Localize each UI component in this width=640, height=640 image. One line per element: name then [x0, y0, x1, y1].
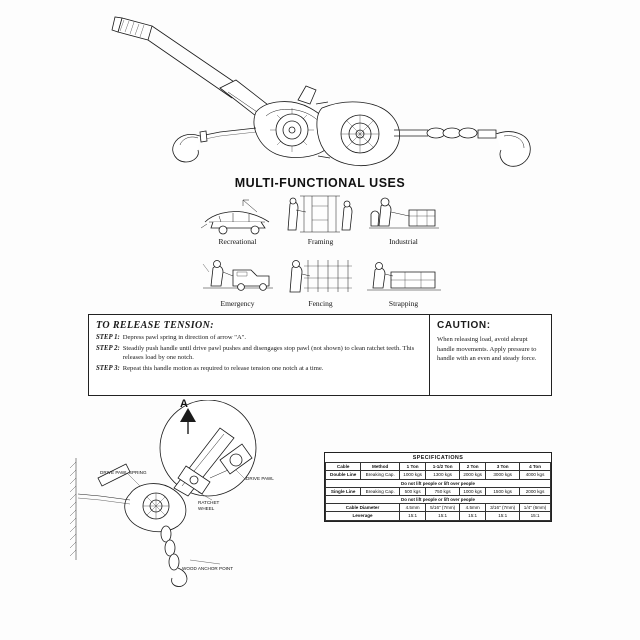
use-item-emergency [196, 254, 279, 308]
spec-col-2ton: 2 Ton [460, 463, 486, 471]
spec-value: 4.5mm [400, 504, 426, 512]
table-row [326, 471, 551, 479]
spec-col-method: Method [361, 463, 400, 471]
label-ratchet: RATCHET [198, 500, 220, 505]
vehicle-recovery-icon [199, 254, 277, 298]
table-row [326, 487, 551, 495]
spec-value: 750 kgs [426, 487, 460, 495]
spec-value: 2000 kgs [520, 487, 551, 495]
use-label: Recreational [218, 237, 257, 246]
spec-note: Do not lift people or lift over people [326, 496, 551, 504]
step-text: Depress pawl spring in direction of arrow "A". [122, 334, 247, 341]
release-tension-title: TO RELEASE TENSION: [96, 320, 214, 331]
industrial-pull-icon [365, 192, 443, 236]
come-along-tool-illustration [60, 4, 580, 174]
spec-value: 5/16" (7mm) [426, 504, 460, 512]
spec-value: 15:1 [460, 512, 486, 520]
boat-trailer-icon [199, 192, 277, 236]
fence-icon [282, 254, 360, 298]
spec-row-label: Leverage [326, 512, 400, 520]
spec-col-3ton: 3 Ton [486, 463, 520, 471]
wall-framing-icon [282, 192, 360, 236]
tool-body-lower-icon [78, 464, 187, 587]
spec-row-label: Single Line [326, 487, 361, 495]
chain-links-icon [427, 128, 477, 138]
spec-value: 3/16" (7mm) [486, 504, 520, 512]
release-tension-steps [89, 315, 429, 395]
spec-method: Breaking Cap. [361, 471, 400, 479]
pawl-release-diagram [70, 400, 320, 590]
release-tension-box [88, 314, 552, 396]
label-wood-anchor-point: WOOD ANCHOR POINT [182, 566, 234, 571]
multi-functional-uses-title: MULTI-FUNCTIONAL USES [234, 176, 406, 190]
step-3 [96, 365, 423, 373]
use-label: Emergency [220, 299, 255, 308]
step-label: STEP 3: [96, 364, 120, 372]
table-row [326, 504, 551, 512]
spec-value: 1500 kgs [486, 487, 520, 495]
uses-row-top [196, 192, 446, 246]
spec-value: 1/4" (6mm) [520, 504, 551, 512]
spec-col-1ton: 1 Ton [400, 463, 426, 471]
arrow-a-label: A [180, 398, 188, 410]
use-item-strapping [362, 254, 445, 308]
spec-value: 1000 kgs [460, 487, 486, 495]
spec-value: 15:1 [426, 512, 460, 520]
use-label: Framing [307, 237, 334, 246]
spec-value: 500 kgs [400, 487, 426, 495]
spec-value: 15:1 [520, 512, 551, 520]
spec-row-label: Cable Diameter [326, 504, 400, 512]
spec-value: 15:1 [486, 512, 520, 520]
spec-value: 15:1 [400, 512, 426, 520]
use-item-industrial [362, 192, 445, 246]
label-wheel: WHEEL [198, 506, 215, 511]
spec-col-1-5ton: 1-1/2 Ton [426, 463, 460, 471]
spec-value: 3000 kgs [486, 471, 520, 479]
spec-value: 1300 kgs [426, 471, 460, 479]
spec-col-4ton: 4 Ton [520, 463, 551, 471]
label-drive-pawl-spring: DRIVE PAWL SPRING [100, 470, 147, 475]
table-row [326, 479, 551, 487]
step-text: Steadily push handle until drive pawl pushes and disengages stop pawl (not shown) to clean ratchet teeth. This releases load by one notch. [122, 345, 415, 361]
spec-col-cable: Cable [326, 463, 361, 471]
load-strapping-icon [365, 254, 443, 298]
table-row [326, 512, 551, 520]
handle-grip-icon [112, 17, 152, 40]
use-label: Strapping [388, 299, 419, 308]
step-2 [96, 345, 423, 361]
step-text: Repeat this handle motion as required to release tension one notch at a time. [122, 364, 324, 372]
step-1 [96, 334, 423, 342]
caution-title: CAUTION: [437, 320, 491, 331]
table-row [326, 496, 551, 504]
right-hook-icon [478, 130, 530, 166]
spec-value: 2000 kgs [460, 471, 486, 479]
left-hook-icon [173, 131, 207, 162]
spec-header-row [326, 463, 551, 471]
spec-row-label: Double Line [326, 471, 361, 479]
use-item-recreational [196, 192, 279, 246]
gear-housing-icon [317, 102, 400, 166]
spec-method: Breaking Cap. [361, 487, 400, 495]
spec-caption: SPECIFICATIONS [326, 453, 551, 463]
caution-panel [430, 315, 551, 395]
spec-note: Do not lift people or lift over people [326, 479, 551, 487]
caution-text: When releasing load, avoid abrupt handle movements. Apply pressure to handle with an even and steady force. [437, 336, 537, 363]
spec-value: 4000 kgs [520, 471, 551, 479]
uses-row-bottom [196, 254, 446, 308]
use-label: Fencing [308, 299, 333, 308]
step-label: STEP 2: [96, 345, 120, 353]
label-drive-pawl: DRIVE PAWL [246, 476, 274, 481]
step-label: STEP 1: [96, 334, 120, 341]
spec-value: 1000 kgs [400, 471, 426, 479]
uses-grid [196, 192, 446, 308]
specifications-table [324, 452, 552, 522]
use-label: Industrial [389, 237, 418, 246]
spec-value: 4.5mm [460, 504, 486, 512]
use-item-fencing [279, 254, 362, 308]
use-item-framing [279, 192, 362, 246]
